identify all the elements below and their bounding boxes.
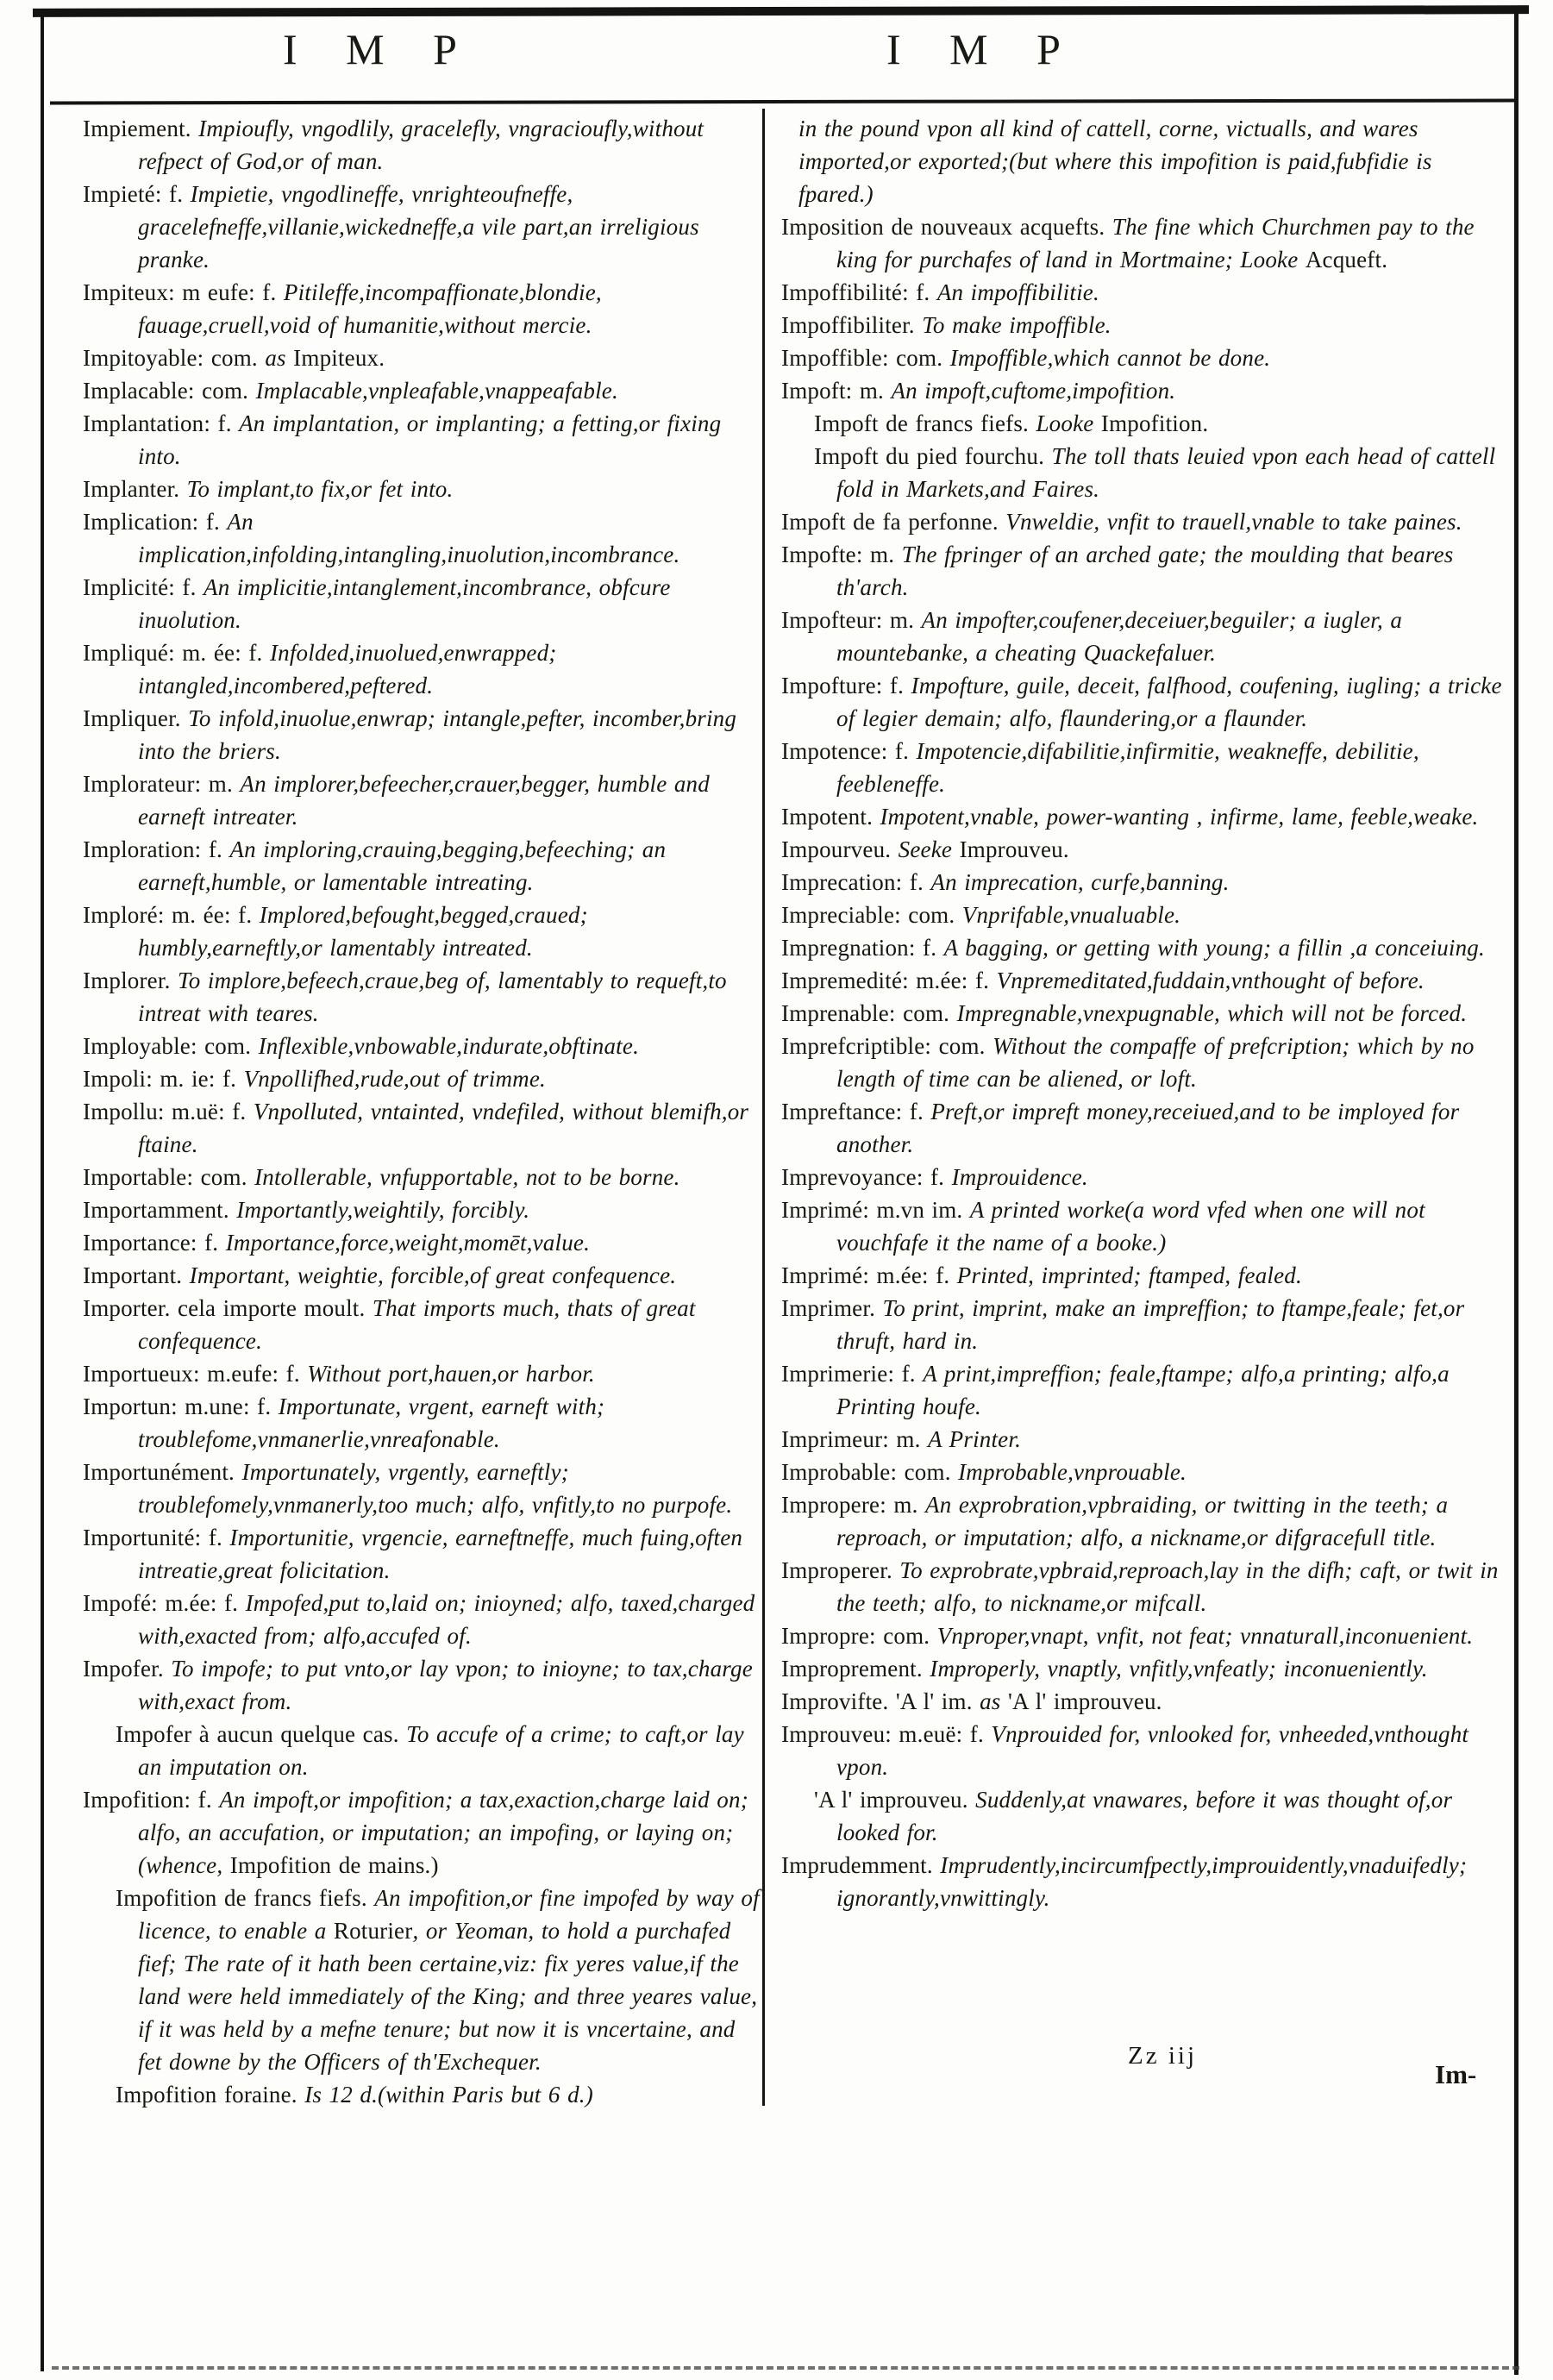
entry-italic-text: Without the compaffe of prefcription; which by no length of time can be aliened, or loft.: [836, 1033, 1475, 1092]
dictionary-entry: [83, 178, 762, 276]
entry-roman-text: Impreftance: f.: [781, 1099, 931, 1124]
entry-roman-text: Improuveu.: [959, 836, 1069, 862]
entry-italic-text: Pitileffe,incompaffionate,blondie, fauage,cruell,void of humanitie,without mercie.: [138, 279, 602, 338]
dictionary-entry: [83, 1062, 762, 1095]
dictionary-entry: [83, 767, 762, 833]
dictionary-entry: [83, 1292, 762, 1357]
dictionary-entry: [781, 1488, 1504, 1554]
entry-roman-text: Impofé: m.ée: f.: [83, 1590, 246, 1616]
entry-italic-text: Preft,or impreft money,receiued,and to be imployed for another.: [836, 1099, 1460, 1157]
signature-mark: Zz iij: [1128, 2042, 1198, 2070]
entry-italic-text: Vnprifable,vnualuable.: [961, 902, 1181, 928]
entry-roman-text: Impitoyable: com.: [83, 345, 266, 371]
entry-italic-text: Vnprouided for, vnlooked for, vnheeded,vnthought vpon.: [836, 1721, 1469, 1780]
entry-italic-text: Suddenly,at vnawares, before it was thought of,or looked for.: [836, 1787, 1453, 1845]
entry-italic-text: Vnpollifhed,rude,out of trimme.: [243, 1066, 546, 1092]
entry-italic-text: Intollerable, vnfupportable, not to be borne.: [254, 1164, 680, 1190]
dictionary-entry: [83, 1456, 762, 1521]
running-head-right: I M P: [886, 25, 1080, 73]
entry-roman-text: Impoffibiliter.: [781, 312, 923, 338]
dictionary-entry: [781, 1161, 1504, 1193]
entry-italic-text: Impofed,put to,laid on; inioyned; alfo, taxed,charged with,exacted from; alfo,accufed of.: [138, 1590, 755, 1649]
entry-roman-text: Implacable: com.: [83, 378, 256, 404]
dictionary-entry: [781, 1456, 1504, 1488]
entry-roman-text: Impotent.: [781, 804, 880, 830]
entry-continuation: [781, 112, 1504, 210]
entry-italic-text: Infolded,inuolued,enwrapped; intangled,incombered,peftered.: [138, 640, 557, 698]
entry-italic-text: An impofter,coufener,deceiuer,beguiler; a iugler, a mountebanke, a cheating Quackefaluer.: [836, 607, 1403, 666]
entry-italic-text: An impofition,or fine impofed by way of licence, to enable a: [138, 1885, 760, 1944]
dictionary-entry: [83, 1095, 762, 1161]
entry-italic-text: A Printer.: [928, 1426, 1022, 1452]
dictionary-entry: [83, 1259, 762, 1292]
dictionary-entry: [83, 1652, 762, 1718]
entry-italic-text: The fpringer of an arched gate; the moulding that beares th'arch.: [836, 542, 1454, 600]
entry-italic-text: To print, imprint, make an impreffion; to ftampe,feale; fet,or thruft, hard in.: [836, 1295, 1465, 1354]
dictionary-entry: [83, 1521, 762, 1587]
entry-italic-text: An implorer,befeecher,crauer,begger, humble and earneft intreater.: [138, 771, 710, 830]
entry-italic-text: Improuidence.: [951, 1164, 1088, 1190]
column-right: [781, 112, 1504, 1914]
dictionary-entry: [781, 1849, 1504, 1914]
entry-italic-text: Impoffible,which cannot be done.: [949, 345, 1271, 371]
dictionary-entry: [83, 1783, 762, 1882]
dictionary-entry: [83, 505, 762, 571]
entry-italic-text: To exprobrate,vpbraid,reproach,lay in the difh; caft, or twit in the teeth; alfo, to nickname,or mifcall.: [836, 1557, 1499, 1616]
dictionary-entry: [781, 407, 1504, 440]
entry-roman-text: Improvifte. 'A l' im.: [781, 1688, 980, 1714]
entry-italic-text: Vnweldie, vnfit to trauell,vnable to take paines.: [1005, 509, 1462, 535]
entry-italic-text: The fine which Churchmen pay to the king for purchafes of land in Mortmaine; Looke: [836, 214, 1475, 272]
entry-italic-text: as: [265, 345, 294, 371]
entry-roman-text: Impollu: m.uë: f.: [83, 1099, 254, 1124]
entry-roman-text: Imprimé: m.ée: f.: [781, 1262, 957, 1288]
entry-roman-text: Impotence: f.: [781, 738, 917, 764]
entry-roman-text: Impiteux.: [293, 345, 385, 371]
entry-roman-text: Imprevoyance: f.: [781, 1164, 952, 1190]
dictionary-entry: [83, 571, 762, 636]
entry-italic-text: That imports much, thats of great confequence.: [138, 1295, 696, 1354]
dictionary-entry: [781, 866, 1504, 899]
entry-roman-text: Impoft de fa perfonne.: [781, 509, 1006, 535]
entry-roman-text: Importueux: m.eufe: f.: [83, 1361, 308, 1387]
entry-italic-text: Is 12 d.(within Paris but 6 d.): [304, 2082, 593, 2108]
dictionary-entry: [83, 1226, 762, 1259]
page-border-right: [1514, 10, 1519, 2375]
entry-roman-text: Impofition de mains.): [229, 1852, 439, 1878]
dictionary-entry: [781, 276, 1504, 309]
entry-roman-text: Imprudemment.: [781, 1852, 941, 1878]
dictionary-entry: [781, 538, 1504, 604]
entry-italic-text: Improbable,vnprouable.: [958, 1459, 1187, 1485]
entry-roman-text: Importer. cela importe moult.: [83, 1295, 373, 1321]
dictionary-entry: [781, 931, 1504, 964]
entry-roman-text: Impliqué: m. ée: f.: [83, 640, 270, 666]
entry-italic-text: The toll thats leuied vpon each head of cattell fold in Markets,and Faires.: [836, 443, 1496, 502]
entry-italic-text: in the pound vpon all kind of cattell, corne, victualls, and wares imported,or exported;(but where this impofition is paid,fubfidie is fpared.): [798, 116, 1432, 207]
entry-italic-text: Without port,hauen,or harbor.: [307, 1361, 595, 1387]
header-rule: [50, 99, 1516, 105]
entry-roman-text: Impofer.: [83, 1656, 172, 1682]
entry-italic-text: Impotencie,difabilitie,infirmitie, weakneffe, debilitie, feebleneffe.: [836, 738, 1419, 797]
entry-italic-text: Printed, imprinted; ftamped, fealed.: [956, 1262, 1302, 1288]
entry-roman-text: Impieté: f.: [83, 181, 191, 207]
entry-italic-text: Importunately, vrgently, earneftly; troublefomely,vnmanerly,too much; alfo, vnfitly,to no purpofe.: [138, 1459, 733, 1518]
dictionary-entry: [781, 1685, 1504, 1718]
entry-italic-text: Impotent,vnable, power-wanting , infirme, lame, feeble,weake.: [880, 804, 1479, 830]
entry-roman-text: Roturier: [333, 1918, 413, 1944]
dictionary-entry: [781, 1423, 1504, 1456]
entry-roman-text: Imploré: m. ée: f.: [83, 902, 260, 928]
entry-italic-text: as: [980, 1688, 1008, 1714]
entry-roman-text: Improperer.: [781, 1557, 900, 1583]
entry-roman-text: Imployable: com.: [83, 1033, 259, 1059]
entry-italic-text: Importance,force,weight,momēt,value.: [225, 1230, 591, 1256]
entry-italic-text: An impoffibilitie.: [936, 279, 1099, 305]
catchword: Im-: [1435, 2059, 1477, 2089]
entry-roman-text: Implanter.: [83, 476, 187, 502]
dictionary-entry: [781, 1259, 1504, 1292]
entry-italic-text: A print,impreffion; feale,ftampe; alfo,a printing; alfo,a Printing houfe.: [836, 1361, 1450, 1419]
entry-roman-text: Impofition.: [1100, 410, 1209, 436]
dictionary-entry: [83, 374, 762, 407]
dictionary-entry: [83, 341, 762, 374]
entry-italic-text: A printed worke(a word vfed when one will not vouchfafe it the name of a booke.): [836, 1197, 1425, 1256]
dictionary-entry: [83, 473, 762, 505]
dictionary-entry: [83, 1882, 762, 2078]
entry-italic-text: To impofe; to put vnto,or lay vpon; to inioyne; to tax,charge with,exact from.: [138, 1656, 753, 1714]
entry-roman-text: Improbable: com.: [781, 1459, 959, 1485]
entry-italic-text: Vnpremeditated,fuddain,vnthought of before.: [996, 968, 1425, 993]
entry-roman-text: 'A l' improuveu.: [1007, 1688, 1162, 1714]
entry-roman-text: Importunément.: [83, 1459, 242, 1485]
entry-italic-text: Importunate, vrgent, earneft with; troublefome,vnmanerlie,vnreafonable.: [138, 1394, 605, 1452]
entry-roman-text: Imprefcriptible: com.: [781, 1033, 993, 1059]
page-border-left: [41, 12, 44, 2371]
entry-italic-text: Imprudently,incircumfpectly,improuidently,vnaduifedly; ignorantly,vnwittingly.: [836, 1852, 1468, 1911]
entry-italic-text: Impietie, vngodlineffe, vnrighteoufneffe, gracelefneffe,villanie,wickedneffe,a vile part,an irreligious pranke.: [138, 181, 699, 272]
entry-roman-text: Implorateur: m.: [83, 771, 241, 797]
entry-roman-text: Imposition de nouveaux acquefts.: [781, 214, 1112, 240]
dictionary-entry: [781, 1292, 1504, 1357]
entry-roman-text: Imprimeur: m.: [781, 1426, 929, 1452]
entry-roman-text: 'A l' improuveu.: [814, 1787, 976, 1813]
entry-italic-text: An implication,infolding,intangling,inuolution,incombrance.: [138, 509, 680, 567]
dictionary-entry: [781, 604, 1504, 669]
dictionary-entry: [781, 800, 1504, 833]
entry-roman-text: Impreciable: com.: [781, 902, 962, 928]
entry-roman-text: Impoft: m.: [781, 378, 892, 404]
entry-roman-text: Impofture: f.: [781, 673, 911, 698]
entry-roman-text: Importable: com.: [83, 1164, 255, 1190]
entry-roman-text: Impoli: m. ie: f.: [83, 1066, 244, 1092]
entry-roman-text: Imploration: f.: [83, 836, 230, 862]
entry-italic-text: An imprecation, curfe,banning.: [930, 869, 1230, 895]
entry-roman-text: Improuveu: m.euë: f.: [781, 1721, 992, 1747]
entry-roman-text: Implication: f.: [83, 509, 228, 535]
dictionary-entry: [83, 1587, 762, 1652]
dictionary-entry: [83, 1161, 762, 1193]
dictionary-entry: [781, 899, 1504, 931]
dictionary-entry: [781, 1357, 1504, 1423]
entry-italic-text: An impoft,cuftome,impofition.: [891, 378, 1176, 404]
dictionary-entry: [83, 1193, 762, 1226]
entry-italic-text: Looke: [1036, 410, 1101, 436]
entry-roman-text: Impoft de francs fiefs.: [814, 410, 1036, 436]
entry-roman-text: Imprecation: f.: [781, 869, 931, 895]
dictionary-entry: [781, 1193, 1504, 1259]
dictionary-entry: [781, 210, 1504, 276]
entry-roman-text: Impoffibilité: f.: [781, 279, 937, 305]
entry-italic-text: Inflexible,vnbowable,indurate,obftinate.: [258, 1033, 640, 1059]
dictionary-entry: [83, 899, 762, 964]
entry-italic-text: Impofture, guile, deceit, falfhood, coufening, iugling; a tricke of legier demain; alfo, flaundering,or a flaunder.: [836, 673, 1502, 731]
column-divider: [762, 109, 765, 2106]
entry-roman-text: Acqueft.: [1305, 247, 1388, 272]
entry-italic-text: To accufe of a crime; to caft,or lay an imputation on.: [138, 1721, 744, 1780]
entry-roman-text: Implorer.: [83, 968, 178, 993]
entry-roman-text: Improprement.: [781, 1656, 930, 1682]
dictionary-entry: [781, 1095, 1504, 1161]
entry-roman-text: Impofition de francs fiefs.: [116, 1885, 375, 1911]
entry-roman-text: Importamment.: [83, 1197, 237, 1223]
entry-italic-text: An exprobration,vpbraiding, or twitting in the teeth; a reproach, or imputation; alfo, a nickname,or difgracefull title.: [836, 1492, 1449, 1550]
entry-roman-text: Imprimé: m.vn im.: [781, 1197, 970, 1223]
entry-italic-text: An imploring,crauing,begging,befeeching; an earneft,humble, or lamentable intreating.: [138, 836, 667, 895]
bottom-dashed-rule: [52, 2366, 1519, 2370]
dictionary-entry: [781, 309, 1504, 341]
entry-italic-text: Improperly, vnaptly, vnfitly,vnfeatly; inconueniently.: [930, 1656, 1428, 1682]
dictionary-entry: [781, 964, 1504, 997]
dictionary-entry: [781, 1030, 1504, 1095]
entry-italic-text: A bagging, or getting with young; a fillin ,a conceiuing.: [943, 935, 1485, 961]
dictionary-entry: [83, 1357, 762, 1390]
dictionary-entry: [781, 669, 1504, 735]
entry-italic-text: Importunitie, vrgencie, earneftneffe, much fuing,often intreatie,great folicitation.: [138, 1525, 743, 1583]
entry-roman-text: Impourveu.: [781, 836, 899, 862]
dictionary-entry: [781, 374, 1504, 407]
dictionary-entry: [83, 2078, 762, 2111]
entry-roman-text: Impoffible: com.: [781, 345, 950, 371]
entry-roman-text: Impropere: m.: [781, 1492, 925, 1518]
entry-italic-text: Importantly,weightily, forcibly.: [236, 1197, 530, 1223]
entry-italic-text: Vnproper,vnapt, vnfit, not feat; vnnaturall,inconuenient.: [936, 1623, 1474, 1649]
entry-italic-text: Vnpolluted, vntainted, vndefiled, without blemifh,or ftaine.: [138, 1099, 749, 1157]
entry-roman-text: Impoft du pied fourchu.: [814, 443, 1052, 469]
page-border-top: [33, 5, 1529, 17]
entry-italic-text: To make impoffible.: [922, 312, 1112, 338]
dictionary-entry: [781, 341, 1504, 374]
entry-roman-text: Implantation: f.: [83, 410, 240, 436]
dictionary-entry: [83, 702, 762, 767]
dictionary-entry: [83, 407, 762, 473]
dictionary-entry: [781, 440, 1504, 505]
entry-italic-text: Implacable,vnpleafable,vnappeafable.: [255, 378, 618, 404]
dictionary-entry: [83, 1718, 762, 1783]
entry-roman-text: Imprimer.: [781, 1295, 883, 1321]
entry-roman-text: Implicité: f.: [83, 574, 204, 600]
column-left: [83, 112, 762, 2111]
dictionary-entry: [781, 505, 1504, 538]
entry-roman-text: Impropre: com.: [781, 1623, 937, 1649]
entry-roman-text: Impremedité: m.ée: f.: [781, 968, 997, 993]
entry-italic-text: To implant,to fix,or fet into.: [186, 476, 454, 502]
dictionary-entry: [781, 1554, 1504, 1619]
dictionary-entry: [83, 112, 762, 178]
entry-roman-text: Impofte: m.: [781, 542, 902, 567]
dictionary-entry: [781, 833, 1504, 866]
dictionary-entry: [83, 833, 762, 899]
entry-italic-text: To infold,inuolue,enwrap; intangle,pefter, incomber,bring into the briers.: [138, 705, 737, 764]
entry-italic-text: , or Yeoman, to hold a purchafed fief; The rate of it hath been certaine,viz: fix yeres value,if the land were held immediately of the King; and three yeares value, if it was held by a mefne tenure; but now it is vncertaine, and fet downe by the Officers of th'Exchequer.: [138, 1918, 758, 2075]
entry-roman-text: Importunité: f.: [83, 1525, 230, 1550]
entry-roman-text: Importance: f.: [83, 1230, 226, 1256]
dictionary-entry: [83, 1030, 762, 1062]
entry-italic-text: An implantation, or implanting; a fetting,or fixing into.: [138, 410, 722, 469]
entry-italic-text: To implore,befeech,craue,beg of, lamentably to requeft,to intreat with teares.: [138, 968, 727, 1026]
dictionary-entry: [781, 1718, 1504, 1783]
dictionary-entry: [781, 997, 1504, 1030]
entry-roman-text: Impiteux: m eufe: f.: [83, 279, 284, 305]
entry-roman-text: Impofteur: m.: [781, 607, 922, 633]
entry-roman-text: Important.: [83, 1262, 190, 1288]
entry-italic-text: Impioufly, vngodlily, gracelefly, vngracioufly,without refpect of God,or of man.: [138, 116, 704, 174]
entry-roman-text: Impiement.: [83, 116, 199, 141]
dictionary-entry: [83, 1390, 762, 1456]
running-head-left: I M P: [283, 25, 476, 73]
dictionary-entry: [83, 276, 762, 341]
entry-italic-text: Important, weightie, forcible,of great confequence.: [189, 1262, 677, 1288]
entry-roman-text: Impliquer.: [83, 705, 189, 731]
entry-roman-text: Impregnation: f.: [781, 935, 944, 961]
entry-italic-text: Seeke: [898, 836, 960, 862]
dictionary-entry: [781, 1652, 1504, 1685]
entry-italic-text: An implicitie,intanglement,incombrance, obfcure inuolution.: [138, 574, 671, 633]
entry-roman-text: Imprenable: com.: [781, 1000, 957, 1026]
dictionary-entry: [83, 636, 762, 702]
dictionary-entry: [781, 1783, 1504, 1849]
dictionary-entry: [781, 735, 1504, 800]
entry-roman-text: Impofer à aucun quelque cas.: [116, 1721, 407, 1747]
entry-italic-text: Impregnable,vnexpugnable, which will not be forced.: [956, 1000, 1468, 1026]
entry-roman-text: Importun: m.une: f.: [83, 1394, 279, 1419]
entry-roman-text: Impofition foraine.: [116, 2082, 305, 2108]
dictionary-entry: [781, 1619, 1504, 1652]
entry-italic-text: An impoft,or impofition; a tax,exaction,charge laid on; alfo, an accufation, or imputation; an impofing, or laying on; (whence,: [138, 1787, 748, 1878]
dictionary-entry: [83, 964, 762, 1030]
entry-italic-text: Implored,befought,begged,craued; humbly,earneftly,or lamentably intreated.: [138, 902, 588, 961]
entry-roman-text: Impofition: f.: [83, 1787, 220, 1813]
entry-roman-text: Imprimerie: f.: [781, 1361, 924, 1387]
